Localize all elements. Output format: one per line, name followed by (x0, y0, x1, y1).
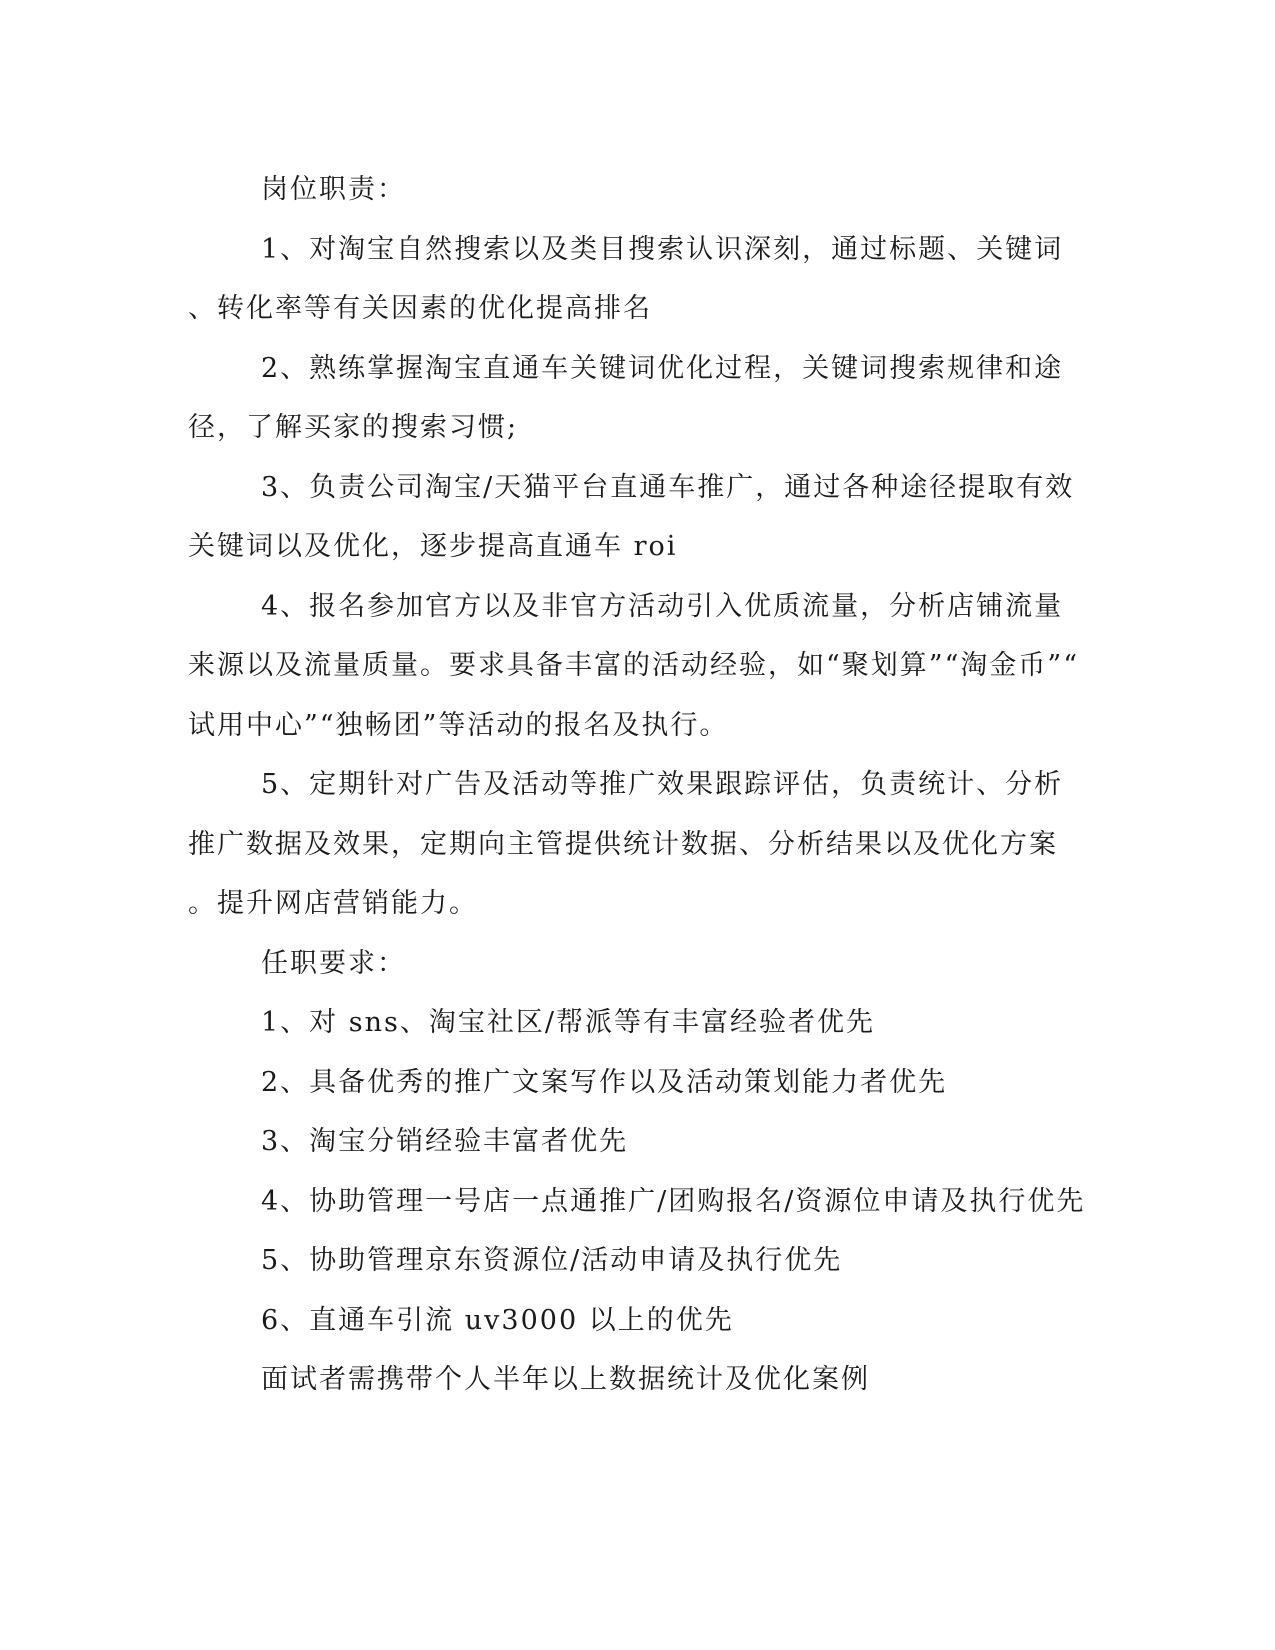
requirement-1: 1、对 sns、淘宝社区/帮派等有丰富经验者优先 (261, 1007, 875, 1038)
requirement-3: 3、淘宝分销经验丰富者优先 (261, 1126, 629, 1157)
duty-2-line-2: 径，了解买家的搜索习惯; (188, 412, 519, 443)
duty-3-line-2: 关键词以及优化，逐步提高直通车 roi (188, 531, 678, 562)
duties-heading: 岗位职责： (261, 174, 406, 205)
duty-4-line-3: 试用中心”“独畅团”等活动的报名及执行。 (188, 709, 729, 741)
duty-1-line-1: 1、对淘宝自然搜索以及类目搜索认识深刻，通过标题、关键词 (261, 233, 1064, 265)
duty-2-line-1: 2、熟练掌握淘宝直通车关键词优化过程，关键词搜索规律和途 (261, 352, 1064, 384)
requirement-5: 5、协助管理京东资源位/活动申请及执行优先 (261, 1245, 843, 1276)
duty-3-line-1: 3、负责公司淘宝/天猫平台直通车推广，通过各种途径提取有效 (261, 471, 1075, 503)
requirement-6: 6、直通车引流 uv3000 以上的优先 (261, 1304, 734, 1336)
closing-note: 面试者需携带个人半年以上数据统计及优化案例 (261, 1364, 870, 1395)
duty-1-line-2: 、转化率等有关因素的优化提高排名 (188, 293, 652, 324)
duty-5-line-1: 5、定期针对广告及活动等推广效果跟踪评估，负责统计、分析 (261, 769, 1064, 800)
requirement-4: 4、协助管理一号店一点通推广/团购报名/资源位申请及执行优先 (261, 1185, 1086, 1217)
duty-5-line-2: 推广数据及效果，定期向主管提供统计数据、分析结果以及优化方案 (188, 828, 1058, 860)
requirement-2: 2、具备优秀的推广文案写作以及活动策划能力者优先 (261, 1066, 948, 1098)
duty-4-line-1: 4、报名参加官方以及非官方活动引入优质流量，分析店铺流量 (261, 590, 1064, 622)
job-description-body (188, 160, 1086, 1410)
duty-5-line-3: 。提升网店营销能力。 (188, 888, 478, 919)
requirements-heading: 任职要求： (261, 947, 406, 979)
duty-4-line-2: 来源以及流量质量。要求具备丰富的活动经验，如“聚划算”“淘金币”“ (188, 650, 1080, 681)
